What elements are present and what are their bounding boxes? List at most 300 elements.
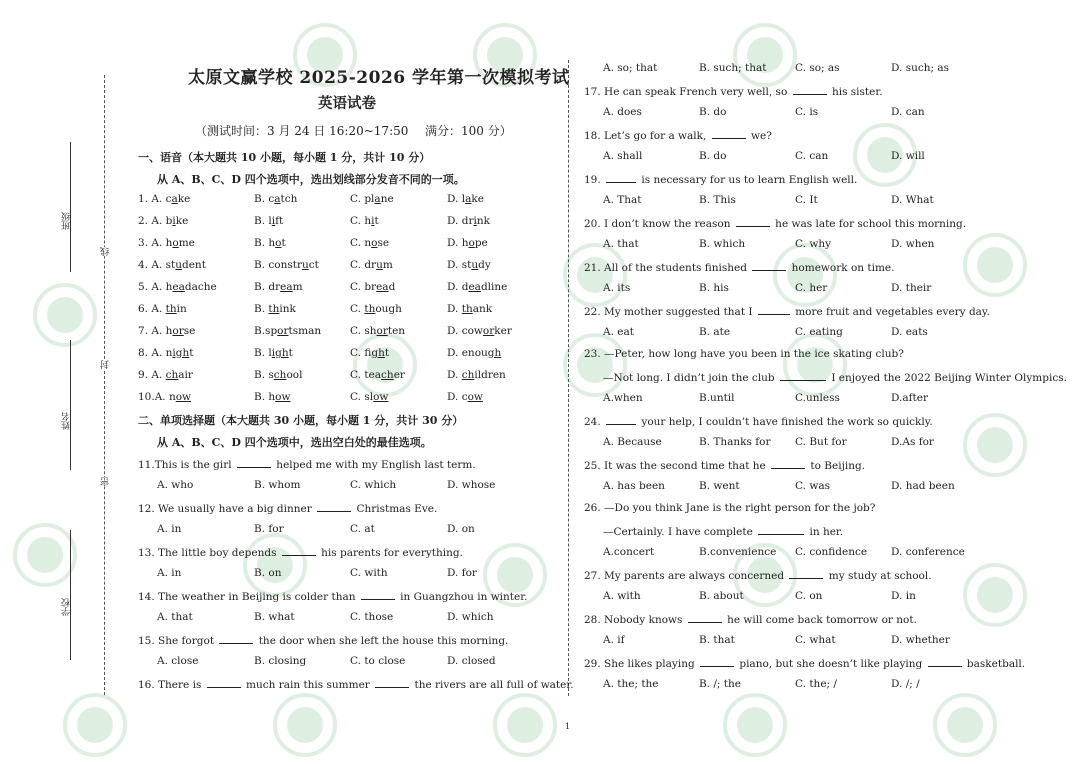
option-suffix: t <box>281 237 286 249</box>
option-suffix: t <box>288 347 293 359</box>
option-choice[interactable]: A. shall <box>603 150 643 162</box>
underlined-letters: u <box>471 259 479 271</box>
class-label: 班级 <box>62 212 72 230</box>
phonetic-option[interactable] <box>447 391 483 404</box>
phonetic-option[interactable] <box>254 237 286 250</box>
option-choice[interactable]: A. has been <box>603 480 665 492</box>
stem-text: he was late for school this morning. <box>771 218 967 230</box>
option-suffix: me <box>178 237 195 249</box>
phonetic-option[interactable] <box>350 259 393 272</box>
option-prefix: C. pl <box>350 193 375 205</box>
phonetic-option[interactable] <box>350 215 379 228</box>
watermark-logo <box>960 230 1030 300</box>
option-choice[interactable]: D.after <box>891 392 928 404</box>
question-stem <box>138 545 463 560</box>
stem-text: —Not long. I didn’t join the club <box>603 372 778 384</box>
underlined-letters: a <box>171 193 178 205</box>
option-prefix: D. <box>447 369 462 381</box>
option-prefix: B. s <box>254 369 274 381</box>
underlined-letters: ch <box>461 369 475 381</box>
option-suffix: m <box>382 259 393 271</box>
underlined-letters: th <box>165 303 177 315</box>
option-prefix: B. h <box>254 391 276 403</box>
underlined-letters: or <box>277 325 289 337</box>
option-suffix: ten <box>387 325 406 337</box>
section1-heading: 一、语音（本大题共 10 小题，每小题 1 分，共计 10 分） <box>138 151 431 164</box>
question-stem <box>603 524 843 539</box>
option-choice[interactable]: D. eats <box>891 326 928 338</box>
question-stem <box>138 457 476 472</box>
option-choice[interactable]: C. with <box>350 567 388 579</box>
stem-text: 19. <box>584 174 605 186</box>
underlined-letters: a <box>465 193 472 205</box>
option-choice[interactable]: B. This <box>699 194 736 206</box>
phonetic-option[interactable] <box>447 281 507 294</box>
phonetic-option[interactable] <box>350 391 388 404</box>
underlined-letters: igh <box>371 347 385 359</box>
option-choice[interactable]: D. whether <box>891 634 950 646</box>
question-stem <box>584 172 857 187</box>
answer-blank <box>712 128 746 139</box>
option-suffix: dent <box>182 259 206 271</box>
option-suffix: ke <box>175 215 189 227</box>
option-prefix: B. dr <box>254 281 281 293</box>
option-prefix: D. enou <box>447 347 488 359</box>
phonetic-option[interactable] <box>138 193 190 206</box>
option-choice[interactable]: A. Because <box>603 436 662 448</box>
option-choice[interactable]: D. conference <box>891 546 965 558</box>
exam-title: 太原文赢学校 2025-2026 学年第一次模拟考试 <box>188 68 570 88</box>
option-prefix: A. h <box>151 325 173 337</box>
question-number: 1. <box>138 193 152 205</box>
phonetic-option[interactable] <box>254 193 297 206</box>
stem-text: his sister. <box>828 86 883 98</box>
option-choice[interactable]: B. for <box>254 523 284 535</box>
option-choice[interactable]: B. which <box>699 238 746 250</box>
question-stem <box>138 501 437 516</box>
option-choice[interactable]: D. closed <box>447 655 496 667</box>
phonetic-option[interactable] <box>138 259 206 272</box>
underlined-letters: ow <box>373 391 389 403</box>
name-label: 姓名 <box>62 412 72 430</box>
option-suffix: er <box>393 369 405 381</box>
binding-mark-xian: 线 <box>101 247 111 256</box>
question-stem <box>584 414 933 429</box>
option-prefix: C. sh <box>350 325 377 337</box>
option-choice[interactable]: A. does <box>603 106 642 118</box>
option-choice[interactable]: B. Thanks for <box>699 436 771 448</box>
option-choice[interactable]: D. What <box>891 194 934 206</box>
underlined-letters: ow <box>175 391 192 403</box>
phonetic-option[interactable] <box>447 347 501 360</box>
class-field-line <box>70 142 71 272</box>
option-suffix: m <box>292 281 303 293</box>
stem-text: I enjoyed the 2022 Beijing Winter Olympics. <box>827 372 1067 384</box>
option-choice[interactable]: D. on <box>447 523 475 535</box>
answer-blank <box>688 612 722 623</box>
stem-text: 17. He can speak French very well, so <box>584 86 791 98</box>
option-choice[interactable]: C. on <box>795 590 823 602</box>
underlined-letters: a <box>274 193 281 205</box>
option-choice[interactable]: D. which <box>447 611 494 623</box>
underlined-letters: i <box>473 215 477 227</box>
binding-mark-mi: 密 <box>101 477 111 486</box>
stem-text: is necessary for us to learn English well. <box>638 174 858 186</box>
watermark-logo <box>30 280 100 350</box>
question-stem <box>603 370 1067 385</box>
option-suffix: dy <box>478 259 491 271</box>
option-choice[interactable]: D. in <box>891 590 916 602</box>
underlined-letters: ea <box>468 281 481 293</box>
phonetic-option[interactable] <box>447 237 488 250</box>
option-choice[interactable]: A. with <box>603 590 641 602</box>
answer-blank <box>606 172 636 183</box>
option-choice[interactable]: B.until <box>699 392 735 404</box>
answer-blank <box>207 677 241 688</box>
underlined-letters: ea <box>172 281 185 293</box>
exam-time: （测试时间：3 月 24 日 16:20~17:50 <box>195 124 409 138</box>
option-suffix: t <box>384 347 390 359</box>
binding-dashed-line <box>104 75 105 695</box>
underlined-letters: o <box>371 237 378 249</box>
option-choice[interactable]: C. But for <box>795 436 847 448</box>
answer-blank <box>752 260 786 271</box>
option-suffix: ink <box>279 303 296 315</box>
stem-text: 27. My parents are always concerned <box>584 570 788 582</box>
phonetic-option[interactable] <box>254 391 290 404</box>
option-prefix: D. <box>447 303 462 315</box>
question-stem <box>584 304 990 319</box>
option-choice[interactable]: A. the; the <box>603 678 659 690</box>
option-choice[interactable]: A. eat <box>603 326 634 338</box>
page-number: 1 <box>565 722 571 731</box>
question-stem <box>584 458 865 473</box>
stem-text: 26. —Do you think Jane is the right person for the job? <box>584 502 876 514</box>
option-choice[interactable]: C. her <box>795 282 828 294</box>
option-choice[interactable]: D. such; as <box>891 62 950 74</box>
name-field-line <box>70 340 71 470</box>
option-prefix: D. h <box>447 237 469 249</box>
option-choice[interactable]: A.when <box>603 392 643 404</box>
underlined-letters: th <box>364 303 376 315</box>
phonetic-option[interactable] <box>254 281 303 294</box>
answer-blank <box>780 370 826 381</box>
option-choice[interactable]: B. whom <box>254 479 301 491</box>
stem-text: 14. The weather in Beijing is colder than <box>138 591 359 603</box>
underlined-letters: or <box>376 325 388 337</box>
stem-text: to Beijing. <box>807 460 866 472</box>
option-prefix: D. l <box>447 193 466 205</box>
question-stem <box>584 348 904 361</box>
option-choice[interactable]: C. to close <box>350 655 406 667</box>
phonetic-option[interactable] <box>138 237 195 250</box>
question-stem <box>138 633 508 648</box>
stem-text: 29. She likes playing <box>584 658 699 670</box>
school-field-line <box>70 530 71 660</box>
option-choice[interactable]: D. for <box>447 567 477 579</box>
option-prefix: D. cow <box>447 325 483 337</box>
option-choice[interactable]: B. /; the <box>699 678 741 690</box>
watermark-logo <box>560 330 630 400</box>
option-choice[interactable]: B. closing <box>254 655 307 667</box>
option-prefix: D. dr <box>447 215 474 227</box>
option-suffix: ct <box>308 259 319 271</box>
answer-blank <box>928 656 962 667</box>
phonetic-option[interactable] <box>254 347 293 360</box>
option-prefix: A. b <box>151 215 173 227</box>
option-choice[interactable]: B. about <box>699 590 744 602</box>
option-prefix: B. c <box>254 193 275 205</box>
underlined-letters: o <box>468 237 475 249</box>
option-prefix: C. sl <box>350 391 374 403</box>
phonetic-option[interactable] <box>254 325 321 338</box>
option-prefix: B. h <box>254 237 276 249</box>
question-stem <box>138 589 527 604</box>
option-choice[interactable]: A. if <box>603 634 625 646</box>
option-choice[interactable]: A. its <box>603 282 631 294</box>
question-number: 4. <box>138 259 152 271</box>
option-suffix: dache <box>184 281 217 293</box>
phonetic-option[interactable] <box>254 303 296 316</box>
phonetic-option[interactable] <box>447 259 491 272</box>
question-number: 2. <box>138 215 152 227</box>
underlined-letters: ea <box>376 281 389 293</box>
answer-blank <box>736 216 770 227</box>
phonetic-option[interactable] <box>447 215 490 228</box>
option-choice[interactable]: A. close <box>157 655 199 667</box>
option-choice[interactable]: D. when <box>891 238 935 250</box>
column-divider <box>568 60 569 696</box>
option-suffix: se <box>377 237 390 249</box>
underlined-letters: a <box>374 193 381 205</box>
option-suffix: tch <box>280 193 298 205</box>
option-choice[interactable]: A. that <box>157 611 193 623</box>
phonetic-option[interactable] <box>447 369 506 382</box>
question-stem <box>584 656 1025 671</box>
option-suffix: pe <box>474 237 488 249</box>
answer-blank <box>793 84 827 95</box>
option-choice[interactable]: C. confidence <box>795 546 868 558</box>
option-choice[interactable]: C. what <box>795 634 836 646</box>
answer-blank <box>758 304 790 315</box>
option-suffix: nk <box>476 215 490 227</box>
option-prefix: C. f <box>350 347 372 359</box>
option-choice[interactable]: B. what <box>254 611 295 623</box>
phonetic-option[interactable] <box>254 259 319 272</box>
answer-blank <box>317 501 351 512</box>
underlined-letters: ch <box>273 369 287 381</box>
option-prefix: A. n <box>151 347 173 359</box>
phonetic-option[interactable] <box>350 193 394 206</box>
stem-text: homework on time. <box>788 262 895 274</box>
school-label: 学校 <box>62 598 72 616</box>
underlined-letters: ea <box>280 281 293 293</box>
stem-text: piano, but she doesn’t like playing <box>736 658 926 670</box>
underlined-letters: u <box>376 259 383 271</box>
option-choice[interactable]: C. the; / <box>795 678 837 690</box>
phonetic-option[interactable] <box>254 369 302 382</box>
phonetic-option[interactable] <box>350 237 389 250</box>
option-choice[interactable]: C. was <box>795 480 830 492</box>
phonetic-option[interactable] <box>447 325 512 338</box>
option-choice[interactable]: A. in <box>157 567 182 579</box>
option-choice[interactable]: B.convenience <box>699 546 777 558</box>
option-choice[interactable]: B. on <box>254 567 282 579</box>
underlined-letters: ow <box>467 391 483 403</box>
phonetic-option[interactable] <box>350 281 395 294</box>
option-choice[interactable]: C. can <box>795 150 829 162</box>
phonetic-option[interactable] <box>138 369 193 382</box>
stem-text: Christmas Eve. <box>353 503 438 515</box>
option-choice[interactable]: D. will <box>891 150 925 162</box>
option-choice[interactable]: D.As for <box>891 436 934 448</box>
phonetic-option[interactable] <box>138 347 193 360</box>
option-choice[interactable]: B. that <box>699 634 735 646</box>
underlined-letters: u <box>301 259 309 271</box>
option-suffix: ft <box>275 215 284 227</box>
option-choice[interactable]: C. is <box>795 106 819 118</box>
stem-text: my study at school. <box>825 570 932 582</box>
option-prefix: C. <box>350 303 365 315</box>
option-prefix: D. c <box>447 391 468 403</box>
question-number: 8. <box>138 347 152 359</box>
underlined-letters: i <box>371 215 375 227</box>
option-suffix: ke <box>471 193 484 205</box>
phonetic-option[interactable] <box>350 369 405 382</box>
underlined-letters: i <box>271 215 276 227</box>
stem-text: 20. I don’t know the reason <box>584 218 734 230</box>
phonetic-option[interactable] <box>254 215 283 228</box>
question-stem <box>584 216 966 231</box>
stem-text: 23. —Peter, how long have you been in the ice skating club? <box>584 348 904 360</box>
phonetic-option[interactable] <box>138 325 195 338</box>
option-prefix: A. <box>151 369 166 381</box>
option-suffix: ough <box>375 303 402 315</box>
question-stem <box>584 260 894 275</box>
option-prefix: B. constr <box>254 259 302 271</box>
option-choice[interactable]: A.concert <box>603 546 655 558</box>
option-choice[interactable]: D. their <box>891 282 932 294</box>
phonetic-option[interactable] <box>350 325 405 338</box>
option-choice[interactable]: B. went <box>699 480 740 492</box>
stem-text: 24. <box>584 416 605 428</box>
option-choice[interactable]: A. that <box>603 238 639 250</box>
option-choice[interactable]: A. so; that <box>603 62 658 74</box>
stem-text: 16. There is <box>138 679 205 691</box>
watermark-logo <box>960 560 1030 630</box>
watermark-logo <box>780 330 850 400</box>
option-choice[interactable]: A. who <box>157 479 194 491</box>
option-prefix: B. <box>254 303 269 315</box>
option-suffix: t <box>189 347 194 359</box>
option-choice[interactable]: B. do <box>699 106 727 118</box>
option-suffix: in <box>176 303 187 315</box>
option-suffix: dline <box>480 281 508 293</box>
question-number: 7. <box>138 325 152 337</box>
option-choice[interactable]: C. which <box>350 479 397 491</box>
option-choice[interactable]: C. why <box>795 238 832 250</box>
watermark-logo <box>720 690 790 760</box>
option-choice[interactable]: B. ate <box>699 326 731 338</box>
underlined-letters: o <box>172 237 179 249</box>
option-choice[interactable]: C. those <box>350 611 394 623</box>
watermark-logo <box>350 330 420 400</box>
stem-text: in her. <box>806 526 844 538</box>
question-stem <box>584 612 917 627</box>
option-choice[interactable]: C.unless <box>795 392 840 404</box>
phonetic-option[interactable] <box>138 303 187 316</box>
stem-text: 28. Nobody knows <box>584 614 686 626</box>
watermark-logo <box>930 690 1000 760</box>
option-choice[interactable]: D. can <box>891 106 925 118</box>
stem-text: his parents for everything. <box>317 547 463 559</box>
option-prefix: D. d <box>447 281 469 293</box>
phonetic-option[interactable] <box>350 303 402 316</box>
section2-instruction: 从 A、B、C、D 四个选项中，选出空白处的最佳选项。 <box>157 436 432 449</box>
underlined-letters: igh <box>271 347 289 359</box>
question-stem <box>584 128 772 143</box>
option-choice[interactable]: C. so; as <box>795 62 840 74</box>
option-choice[interactable]: B. such; that <box>699 62 767 74</box>
option-choice[interactable]: C. at <box>350 523 375 535</box>
option-prefix: C. tea <box>350 369 382 381</box>
stem-text: much rain this summer <box>242 679 374 691</box>
underlined-letters: ow <box>275 391 291 403</box>
stem-text: your help, I couldn’t have finished the work so quickly. <box>638 416 933 428</box>
stem-text: —Certainly. I have complete <box>603 526 757 538</box>
answer-blank <box>361 589 395 600</box>
option-choice[interactable]: C. eating <box>795 326 843 338</box>
underlined-letters: igh <box>172 347 190 359</box>
phonetic-option[interactable] <box>447 193 484 206</box>
option-choice[interactable]: B. his <box>699 282 729 294</box>
phonetic-option[interactable] <box>138 281 217 294</box>
question-number: 9. <box>138 369 152 381</box>
question-stem <box>138 677 574 692</box>
question-number: 10. <box>138 391 155 403</box>
option-choice[interactable]: A. That <box>603 194 642 206</box>
answer-blank <box>606 414 636 425</box>
phonetic-option[interactable] <box>350 347 389 360</box>
phonetic-option[interactable] <box>138 215 188 228</box>
option-prefix: A. h <box>151 237 173 249</box>
option-choice[interactable]: A. in <box>157 523 182 535</box>
watermark-logo <box>60 690 130 760</box>
answer-blank <box>282 545 316 556</box>
underlined-letters: or <box>172 325 184 337</box>
stem-text: 12. We usually have a big dinner <box>138 503 316 515</box>
underlined-letters: th <box>461 303 473 315</box>
stem-text: 15. She forgot <box>138 635 218 647</box>
option-prefix: A. <box>151 303 166 315</box>
stem-text: 13. The little boy depends <box>138 547 280 559</box>
option-choice[interactable]: D. whose <box>447 479 496 491</box>
option-choice[interactable]: C. It <box>795 194 818 206</box>
section1-instruction: 从 A、B、C、D 四个选项中，选出划线部分发音不同的一项。 <box>157 173 465 186</box>
option-suffix: se <box>183 325 196 337</box>
option-choice[interactable]: D. had been <box>891 480 955 492</box>
option-prefix: A. st <box>151 259 176 271</box>
option-suffix: t <box>374 215 379 227</box>
underlined-letters: ch <box>381 369 394 381</box>
option-choice[interactable]: B. do <box>699 150 727 162</box>
stem-text: 18. Let’s go for a walk, <box>584 130 710 142</box>
option-choice[interactable]: D. /; / <box>891 678 920 690</box>
phonetic-option[interactable] <box>138 391 191 404</box>
option-prefix: B. l <box>254 347 272 359</box>
stem-text: he will come back tomorrow or not. <box>723 614 917 626</box>
phonetic-option[interactable] <box>447 303 492 316</box>
